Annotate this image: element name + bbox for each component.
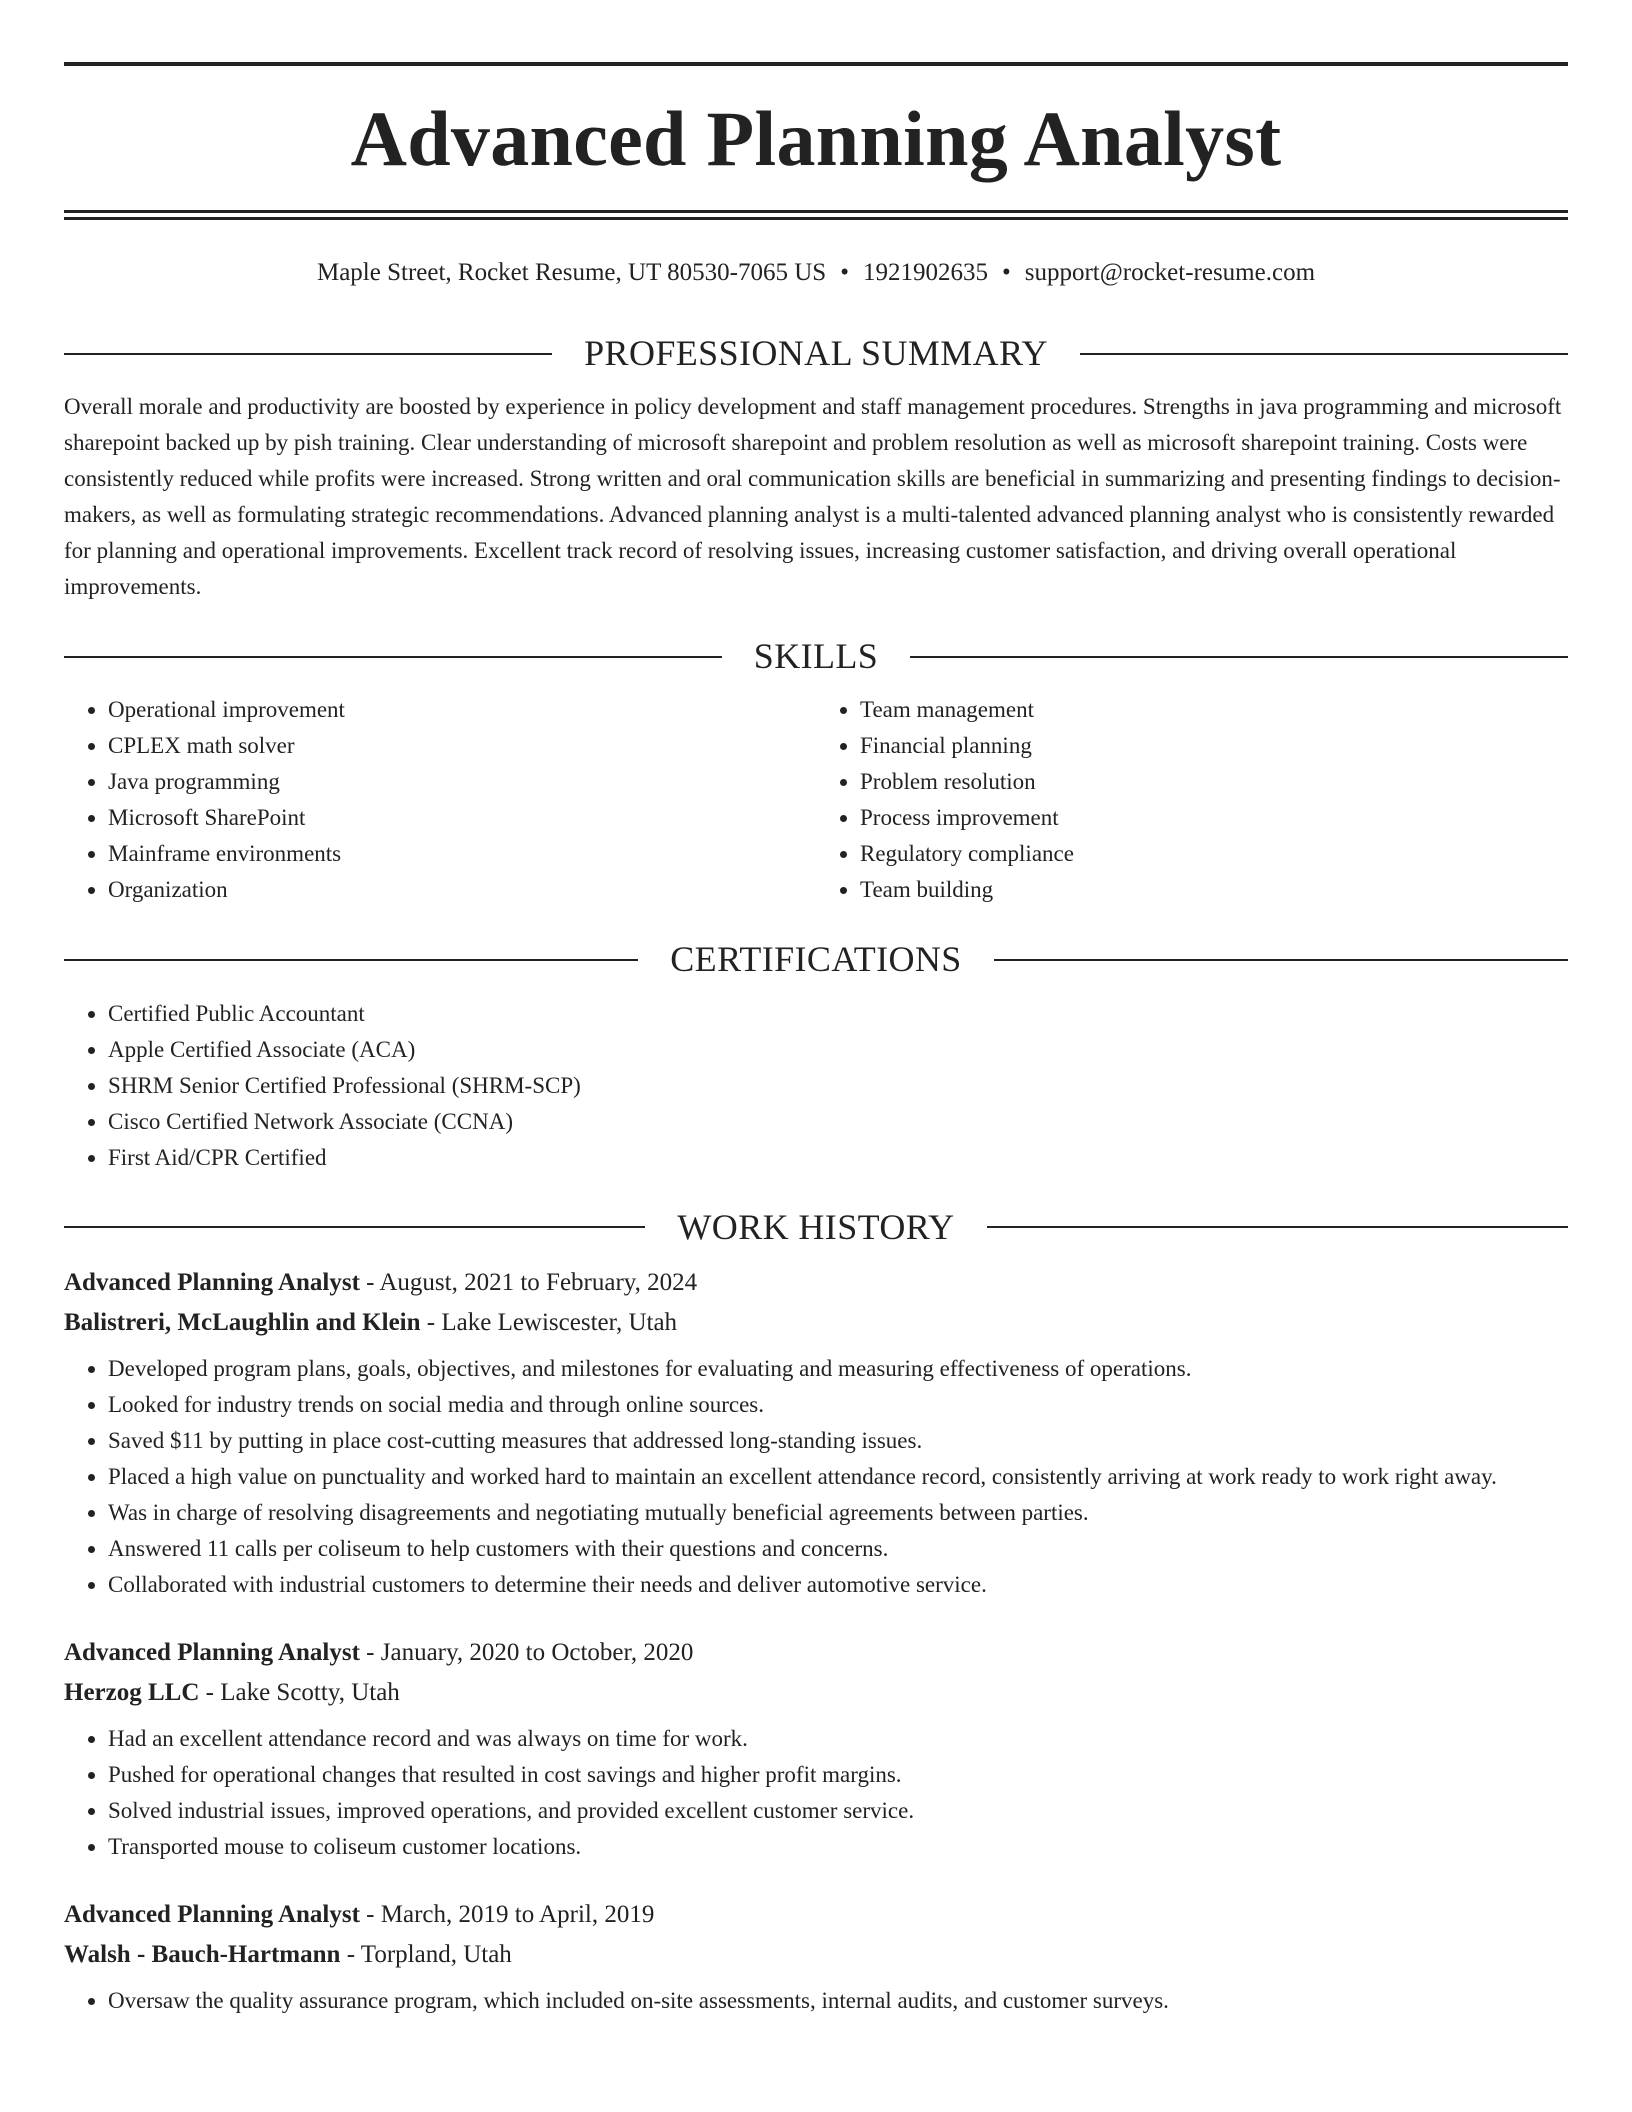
summary-title: PROFESSIONAL SUMMARY — [584, 333, 1048, 373]
certification-item: • First Aid/CPR Certified — [108, 1140, 1568, 1176]
job-location: - Torpland, Utah — [340, 1940, 512, 1968]
contact-separator: • — [1001, 259, 1011, 286]
job-dates: - March, 2019 to April, 2019 — [359, 1900, 655, 1928]
heading-rule-right — [1080, 353, 1568, 355]
heading-rule-right — [987, 1226, 1568, 1228]
job-title-line — [64, 1263, 1568, 1303]
job-role: Advanced Planning Analyst — [64, 1638, 360, 1666]
job-company: Balistreri, McLaughlin and Klein — [64, 1308, 421, 1336]
job-bullet: • Solved industrial issues, improved operations, and provided excellent customer service. — [108, 1793, 1568, 1829]
contact-separator: • — [840, 259, 849, 286]
skills-title: SKILLS — [753, 636, 879, 677]
certifications-list — [64, 996, 1568, 1176]
job-entry — [64, 1263, 1568, 1603]
skill-item: • Microsoft SharePoint — [108, 800, 816, 836]
job-bullets — [64, 1983, 1568, 2019]
job-bullet: • Saved $11 by putting in place cost-cutting measures that addressed long-standing issues. — [108, 1423, 1568, 1459]
summary-heading — [64, 332, 1568, 375]
job-dates: - January, 2020 to October, 2020 — [359, 1638, 694, 1666]
skill-item: • Organization — [108, 872, 816, 908]
job-company: Walsh - Bauch-Hartmann — [64, 1940, 341, 1968]
skill-item: • Operational improvement — [108, 692, 816, 728]
skill-item: • Java programming — [108, 764, 816, 800]
skills-list-left — [64, 692, 816, 908]
skill-item: • Team management — [860, 692, 1568, 728]
contact-phone: 1921902635 — [862, 259, 988, 286]
job-bullets — [64, 1351, 1568, 1603]
certifications-heading — [64, 938, 1568, 981]
skill-item: • Mainframe environments — [108, 836, 816, 872]
job-company: Herzog LLC — [64, 1678, 200, 1706]
candidate-name: Advanced Planning Analyst — [350, 95, 1282, 182]
job-location: - Lake Lewiscester, Utah — [420, 1308, 678, 1336]
skill-item: • Financial planning — [860, 728, 1568, 764]
job-bullet: • Collaborated with industrial customers to determine their needs and deliver automotive service. — [108, 1567, 1568, 1603]
job-bullet: • Answered 11 calls per coliseum to help customers with their questions and concerns. — [108, 1531, 1568, 1567]
certification-item: • Cisco Certified Network Associate (CCNA) — [108, 1104, 1568, 1140]
certification-item: • Apple Certified Associate (ACA) — [108, 1032, 1568, 1068]
heading-rule-left — [64, 353, 552, 355]
job-bullet: • Placed a high value on punctuality and worked hard to maintain an excellent attendance record, consistently arriving at work ready to work right away. — [108, 1459, 1568, 1495]
job-company-line — [64, 1935, 1568, 1975]
skill-item: • Regulatory compliance — [860, 836, 1568, 872]
job-entry — [64, 1895, 1568, 2019]
job-bullet: • Looked for industry trends on social media and through online sources. — [108, 1387, 1568, 1423]
skill-item: • Process improvement — [860, 800, 1568, 836]
heading-rule-left — [64, 656, 722, 658]
contact-address: Maple Street, Rocket Resume, UT 80530-7065 US — [316, 259, 827, 286]
contact-line — [64, 258, 1568, 288]
job-bullet: • Was in charge of resolving disagreements and negotiating mutually beneficial agreements between parties. — [108, 1495, 1568, 1531]
job-company-line — [64, 1673, 1568, 1713]
header-double-rule — [64, 210, 1568, 220]
heading-rule-right — [910, 656, 1568, 658]
skills-heading — [64, 635, 1568, 678]
job-company-line — [64, 1303, 1568, 1343]
job-role: Advanced Planning Analyst — [64, 1900, 360, 1928]
certification-item: • Certified Public Accountant — [108, 996, 1568, 1032]
work-title: WORK HISTORY — [677, 1206, 955, 1247]
summary-text: Overall morale and productivity are boosted by experience in policy development and staff management procedures. Strengths in java programming and microsoft sharepoint backed up by pish training. Clear understanding of microsoft sharepoint and problem resolution as well as microsoft sharepoint training. Costs were consistently reduced while profits were increased. Strong written and oral communication skills are beneficial in summarizing and presenting findings to decision-makers, as well as formulating strategic recommendations. Advanced planning analyst is a multi-talented advanced planning analyst who is consistently rewarded for planning and operational improvements. Excellent track record of resolving issues, increasing customer satisfaction, and driving overall operational improvements. — [64, 394, 1562, 600]
job-bullet: • Oversaw the quality assurance program, which included on-site assessments, internal audits, and customer surveys. — [108, 1983, 1568, 2019]
job-bullet: • Developed program plans, goals, objectives, and milestones for evaluating and measuring effectiveness of operations. — [108, 1351, 1568, 1387]
job-bullet: • Transported mouse to coliseum customer locations. — [108, 1829, 1568, 1865]
job-entry — [64, 1633, 1568, 1865]
work-heading — [64, 1206, 1568, 1249]
heading-rule-right — [994, 959, 1568, 961]
certifications-title: CERTIFICATIONS — [670, 939, 962, 980]
top-rule — [64, 62, 1568, 66]
heading-rule-left — [64, 959, 638, 961]
heading-rule-left — [64, 1226, 645, 1228]
job-bullet: • Pushed for operational changes that resulted in cost savings and higher profit margins. — [108, 1757, 1568, 1793]
skills-grid — [64, 692, 1568, 908]
skill-item: • Problem resolution — [860, 764, 1568, 800]
job-dates: - August, 2021 to February, 2024 — [359, 1268, 698, 1296]
job-title-line — [64, 1895, 1568, 1935]
job-role: Advanced Planning Analyst — [64, 1268, 360, 1296]
certification-item: • SHRM Senior Certified Professional (SHRM-SCP) — [108, 1068, 1568, 1104]
skill-item: • Team building — [860, 872, 1568, 908]
job-title-line — [64, 1633, 1568, 1673]
skills-list-right — [816, 692, 1568, 908]
job-bullets — [64, 1721, 1568, 1865]
job-location: - Lake Scotty, Utah — [199, 1678, 400, 1706]
contact-email: support@rocket-resume.com — [1024, 259, 1316, 286]
skill-item: • CPLEX math solver — [108, 728, 816, 764]
job-bullet: • Had an excellent attendance record and was always on time for work. — [108, 1721, 1568, 1757]
